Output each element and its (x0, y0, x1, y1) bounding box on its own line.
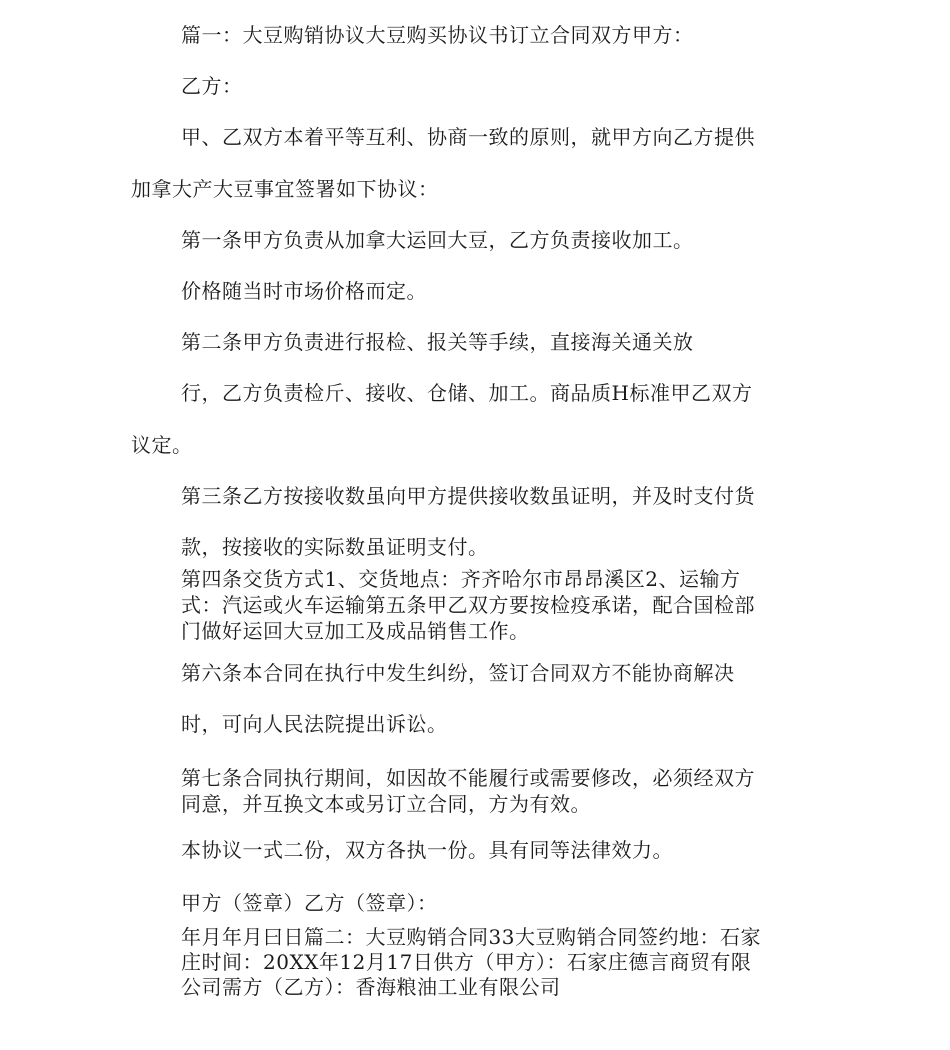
doc-line-16: 时，可向人民法院提出诉讼。 (181, 712, 448, 736)
doc-line-12: 第四条交货方式1、交货地点：齐齐哈尔市昂昂溪区2、运输方 (181, 567, 741, 591)
doc-line-14: 门做好运回大豆加工及成品销售工作。 (181, 619, 530, 643)
doc-line-7: 第二条甲方负责进行报检、报关等手续，直接海关通关放 (181, 330, 694, 354)
doc-line-22: 庄时间：20XX年12月17日供方（甲方）：石家庄德言商贸有限 (181, 950, 752, 974)
doc-line-11: 款，按接收的实际数虽证明支付。 (181, 535, 489, 559)
doc-line-10: 第三条乙方按接收数虽向甲方提供接收数虽证明，并及时支付货 (181, 484, 755, 508)
doc-line-6: 价格随当时市场价格而定。 (181, 279, 427, 303)
doc-line-15: 第六条本合同在执行中发生纠纷，签订合同双方不能协商解决 (181, 661, 735, 685)
doc-line-13: 式：汽运或火车运输第五条甲乙双方要按检疫承诺，配合国检部 (181, 593, 755, 617)
doc-line-23: 公司需方（乙方）：香海粮油工业有限公司 (181, 975, 561, 999)
doc-line-9: 议定。 (131, 433, 193, 457)
doc-line-17: 第七条合同执行期间，如因故不能履行或需要修改，必须经双方 (181, 766, 755, 790)
doc-line-21: 年月年月曰日篇二：大豆购销合同33大豆购销合同签约地：石家 (181, 925, 761, 949)
doc-line-2: 乙方： (181, 74, 243, 98)
doc-line-3: 甲、乙双方本着平等互利、协商一致的原则，就甲方向乙方提供 (181, 125, 755, 149)
doc-line-8: 行，乙方负责检斤、接收、仓储、加工。商品质H标准甲乙双方 (181, 381, 753, 405)
doc-line-4: 加拿大产大豆事宜签署如下协议： (131, 177, 439, 201)
doc-line-1: 篇一：大豆购销协议大豆购买协议书订立合同双方甲方： (181, 23, 694, 47)
doc-line-20: 甲方（签章）乙方（签章）： (181, 891, 438, 915)
doc-line-18: 同意，并互换文本或另订立合同，方为有效。 (181, 792, 591, 816)
doc-line-5: 第一条甲方负责从加拿大运回大豆，乙方负责接收加工。 (181, 228, 694, 252)
doc-line-19: 本协议一式二份，双方各执一份。具有同等法律效力。 (181, 838, 673, 862)
